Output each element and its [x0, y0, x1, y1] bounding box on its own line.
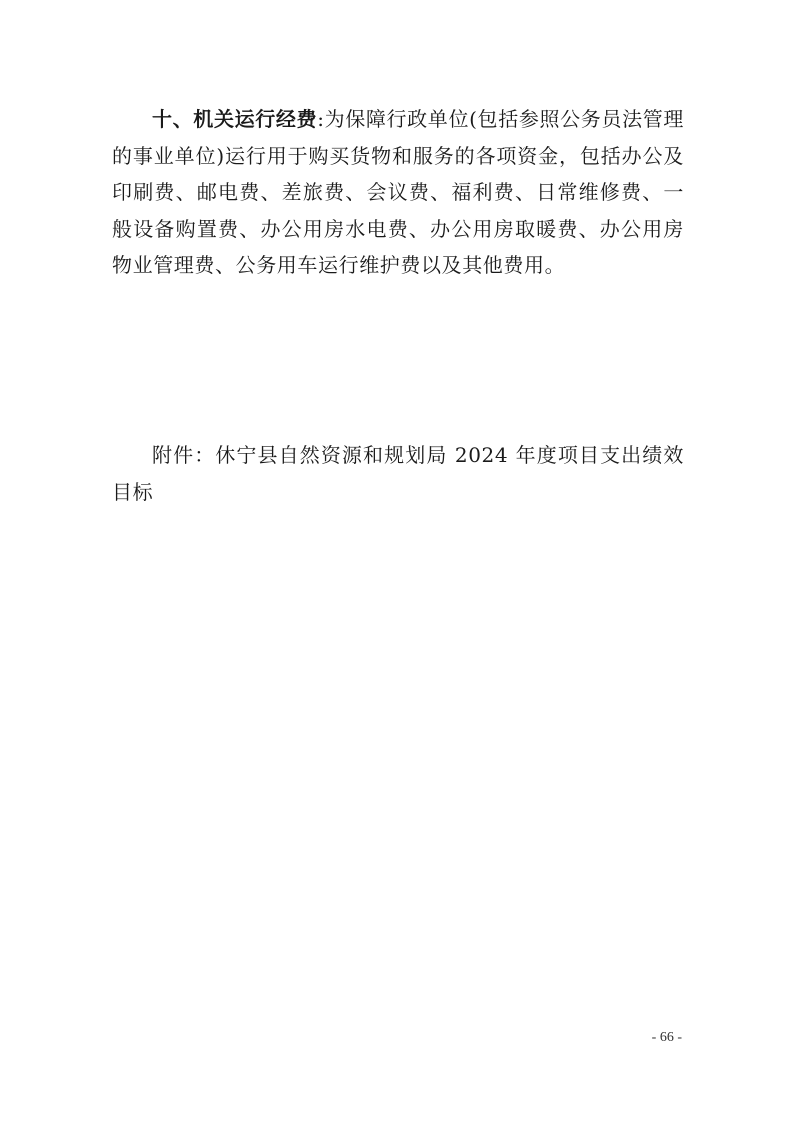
attachment-note: 附件：休宁县自然资源和规划局 2024 年度项目支出绩效目标 — [112, 443, 684, 504]
definition-term: 十、机关运行经费 — [152, 107, 318, 131]
definition-paragraph — [112, 101, 684, 284]
page-number: - 66 - — [651, 1030, 682, 1045]
definition-body: :为保障行政单位(包括参照公务员法管理的事业单位)运行用于购买货物和服务的各项资金，包括办公及印刷费、邮电费、差旅费、会议费、福利费、日常维修费、一般设备购置费、办公用房水电费、办公用房取暖费、办公用房物业管理费、公务用车运行维护费以及其他费用。 — [112, 107, 684, 277]
